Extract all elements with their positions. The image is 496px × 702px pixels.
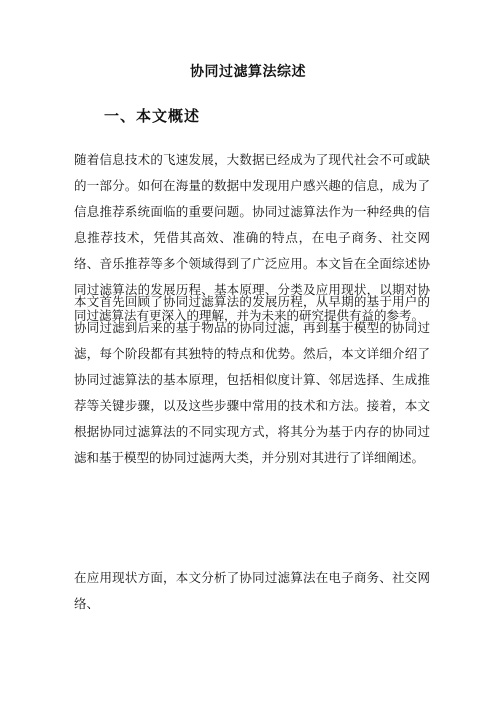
document-title: 协同过滤算法综述 bbox=[190, 64, 306, 80]
section-heading: 一、本文概述 bbox=[104, 107, 201, 125]
paragraph-applications: 在应用现状方面，本文分析了协同过滤算法在电子商务、社交网络、 bbox=[74, 570, 430, 611]
paragraph-structure: 本文首先回顾了协同过滤算法的发展历程，从早期的基于用户的协同过滤到后来的基于物品的协同过滤，再到基于模型的协同过滤，每个阶段都有其独特的特点和优势。然后，本文详细介绍了协同过滤算法的基本原理，包括相似度计算、邻居选择、生成推荐等关键步骤，以及这些步骤中常用的技术和方法。接着，本文根据协同过滤算法的不同实现方式，将其分为基于内存的协同过滤和基于模型的协同过滤两大类，并分别对其进行了详细阐述。 bbox=[74, 294, 430, 465]
paragraph-overview: 随着信息技术的飞速发展，大数据已经成为了现代社会不可或缺的一部分。如何在海量的数据中发现用户感兴趣的信息，成为了信息推荐系统面临的重要问题。协同过滤算法作为一种经典的信息推荐技术，凭借其高效、准确的特点，在电子商务、社交网络、音乐推荐等多个领域得到了广泛应用。本文旨在全面综述协同过滤算法的发展历程、基本原理、分类及应用现状，以期对协同过滤算法有更深入的理解，并为未来的研究提供有益的参考。 bbox=[74, 152, 430, 323]
